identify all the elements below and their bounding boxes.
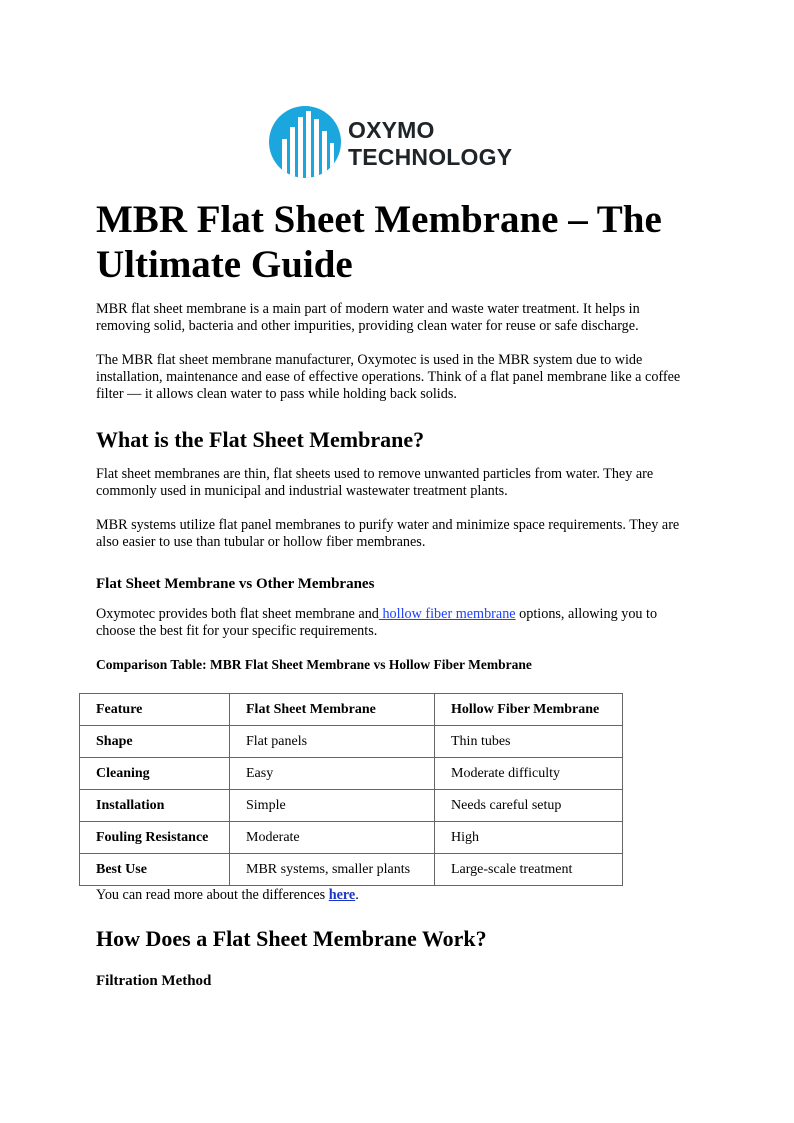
page-title: MBR Flat Sheet Membrane – The Ultimate Guide xyxy=(96,198,662,286)
table-row xyxy=(80,726,623,758)
table-cell: Fouling Resistance xyxy=(80,822,230,854)
table-cell: Moderate difficulty xyxy=(435,758,623,790)
read-more-text: You can read more about the differences xyxy=(96,887,329,903)
read-more-line xyxy=(96,887,686,904)
read-more-link[interactable]: here xyxy=(328,887,356,903)
table-cell: Large-scale treatment xyxy=(435,854,623,886)
header-cell: Flat Sheet Membrane xyxy=(230,694,435,726)
intro-paragraph-2: The MBR flat sheet membrane manufacturer, Oxymotec is used in the MBR system due to wide installation, maintenance and ease of effective operations. Think of a flat panel membrane like a coffee filter — it allows clean water to pass while holding back solids. xyxy=(96,352,681,402)
read-more-end: . xyxy=(355,887,359,903)
article-body xyxy=(96,197,686,1003)
logo-mark-icon xyxy=(268,105,342,179)
section-heading-what-is: What is the Flat Sheet Membrane? xyxy=(96,427,425,452)
table-cell: Moderate xyxy=(230,822,435,854)
header-cell: Hollow Fiber Membrane xyxy=(435,694,623,726)
logo-line-1: OXYMO xyxy=(348,117,435,143)
hollow-fiber-link[interactable]: hollow fiber membrane xyxy=(378,606,516,622)
intro-paragraph-1: MBR flat sheet membrane is a main part of modern water and waste water treatment. It helps in removing solid, bacteria and other impurities, providing clean water for reuse or safe discharge. xyxy=(96,301,640,334)
table-cell: Simple xyxy=(230,790,435,822)
subheading-filtration-method: Filtration Method xyxy=(96,973,212,989)
table-header-row xyxy=(80,694,623,726)
table-cell: Best Use xyxy=(80,854,230,886)
table-cell: Thin tubes xyxy=(435,726,623,758)
table-caption: Comparison Table: MBR Flat Sheet Membrane vs Hollow Fiber Membrane xyxy=(96,657,532,672)
logo-wordmark xyxy=(348,117,512,171)
vs-paragraph xyxy=(96,606,686,640)
comparison-table xyxy=(79,693,623,886)
table-row xyxy=(80,790,623,822)
company-logo xyxy=(268,105,528,179)
what-is-paragraph-1: Flat sheet membranes are thin, flat sheets used to remove unwanted particles from water. They are commonly used in municipal and industrial wastewater treatment plants. xyxy=(96,466,654,499)
what-is-paragraph-2: MBR systems utilize flat panel membranes to purify water and minimize space requirements. They are also easier to use than tubular or hollow fiber membranes. xyxy=(96,517,680,550)
table-cell: Shape xyxy=(80,726,230,758)
table-cell: Installation xyxy=(80,790,230,822)
table-cell: Needs careful setup xyxy=(435,790,623,822)
table-cell: Flat panels xyxy=(230,726,435,758)
vs-paragraph-start: Oxymotec provides both flat sheet membrane and xyxy=(96,606,379,622)
table-row xyxy=(80,758,623,790)
table-cell: High xyxy=(435,822,623,854)
header-cell: Feature xyxy=(80,694,230,726)
section-heading-vs: Flat Sheet Membrane vs Other Membranes xyxy=(96,576,375,592)
table-cell: Cleaning xyxy=(80,758,230,790)
vs-paragraph-end: options, allowing you to choose the best fit for your specific requirements. xyxy=(96,606,658,639)
table-row xyxy=(80,854,623,886)
table-cell: Easy xyxy=(230,758,435,790)
logo-line-2: TECHNOLOGY xyxy=(348,144,513,170)
section-heading-how-works: How Does a Flat Sheet Membrane Work? xyxy=(96,926,487,951)
table-cell: MBR systems, smaller plants xyxy=(230,854,435,886)
table-row xyxy=(80,822,623,854)
